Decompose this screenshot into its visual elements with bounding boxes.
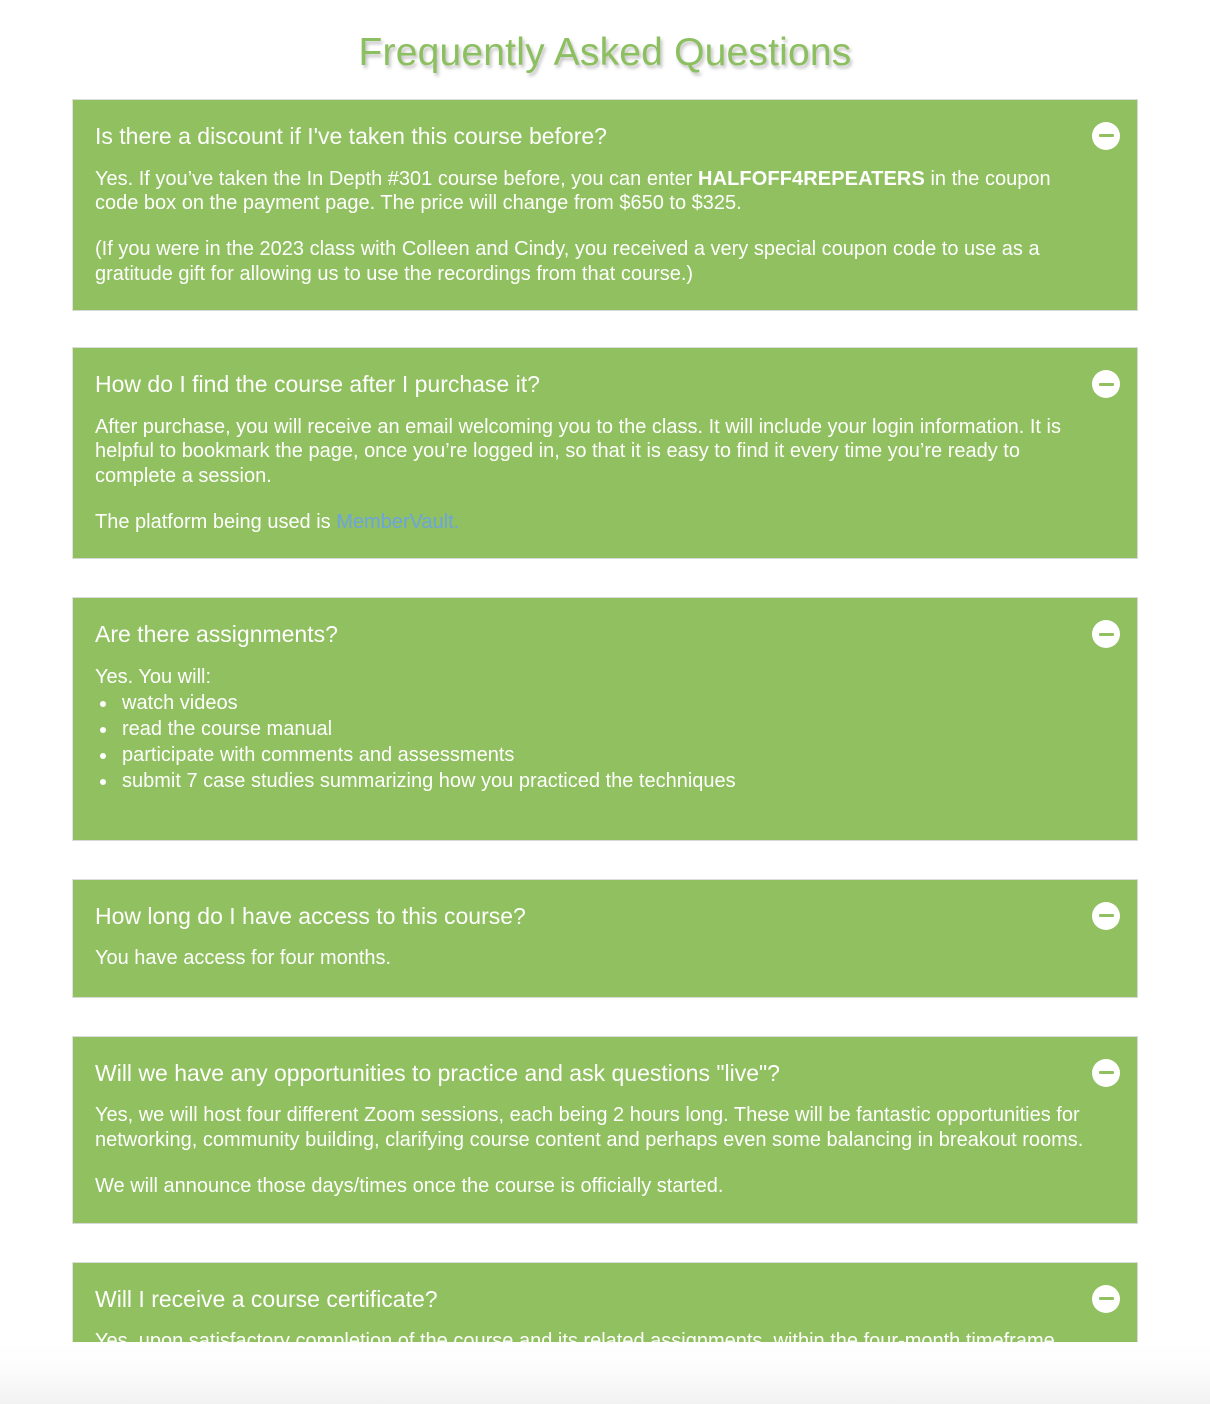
faq-question[interactable]: Is there a discount if I've taken this course before? <box>95 122 607 149</box>
faq-accordion <box>0 99 1210 1403</box>
minus-circle-icon[interactable] <box>1092 370 1120 398</box>
list-item: participate with comments and assessments <box>95 742 1097 768</box>
faq-answer-paragraph <box>95 946 1097 970</box>
minus-bar <box>1099 383 1114 386</box>
faq-question[interactable]: How do I find the course after I purchase it? <box>95 371 540 398</box>
faq-item[interactable] <box>72 879 1138 998</box>
faq-answer-paragraph <box>95 415 1097 488</box>
faq-answer-paragraph <box>95 237 1097 286</box>
list-item: watch videos <box>95 690 1097 716</box>
faq-question[interactable]: How long do I have access to this course? <box>95 902 526 929</box>
minus-bar <box>1099 1297 1114 1300</box>
membervault-link[interactable]: MemberVault. <box>336 511 460 534</box>
minus-circle-icon[interactable] <box>1092 122 1120 150</box>
minus-circle-icon[interactable] <box>1092 902 1120 930</box>
faq-item[interactable] <box>72 1036 1138 1224</box>
list-item: submit 7 case studies summarizing how you practiced the techniques <box>95 768 1097 794</box>
faq-answer <box>95 415 1097 535</box>
faq-answer <box>95 167 1097 287</box>
minus-circle-icon[interactable] <box>1092 620 1120 648</box>
faq-question[interactable]: Will I receive a course certificate? <box>95 1285 438 1312</box>
answer-text: After purchase, you will receive an email welcoming you to the class. It will include your login information. It is helpful to bookmark the page, once you’re logged in, so that it is easy to find it every time you’re ready to complete a session. <box>95 415 1061 487</box>
minus-bar <box>1099 1071 1114 1074</box>
page-title: Frequently Asked Questions <box>358 31 852 74</box>
answer-text: Yes. If you’ve taken the In Depth #301 course before, you can enter <box>95 167 698 190</box>
answer-text: The platform being used is <box>95 511 337 534</box>
answer-text: in the coupon code box on the payment page. The price will change from $650 to $325. <box>95 167 1051 214</box>
minus-bar <box>1099 134 1114 137</box>
faq-answer <box>95 946 1097 970</box>
faq-answer-list <box>95 690 1097 794</box>
list-item: read the course manual <box>95 716 1097 742</box>
faq-answer-paragraph <box>95 1103 1097 1152</box>
faq-answer-paragraph <box>95 665 1097 689</box>
faq-answer-paragraph <box>95 167 1097 216</box>
faq-item[interactable] <box>72 597 1138 840</box>
minus-bar <box>1099 633 1114 636</box>
faq-answer <box>95 665 1097 793</box>
minus-circle-icon[interactable] <box>1092 1059 1120 1087</box>
minus-bar <box>1099 914 1114 917</box>
answer-text: You have access for four months. <box>95 947 392 970</box>
answer-text: (If you were in the 2023 class with Colleen and Cindy, you received a very special coupon code to use as a gratitude gift for allowing us to use the recordings from that course.) <box>95 238 1040 285</box>
minus-circle-icon[interactable] <box>1092 1285 1120 1313</box>
faq-question[interactable]: Are there assignments? <box>95 621 338 648</box>
answer-text: Yes, we will host four different Zoom sessions, each being 2 hours long. These will be fantastic opportunities for networking, community building, clarifying course content and perhaps even some balancing in breakout rooms. <box>95 1104 1084 1151</box>
answer-text: We will announce those days/times once the course is officially started. <box>95 1175 724 1198</box>
answer-text: Yes. You will: <box>95 666 212 689</box>
coupon-code: HALFOFF4REPEATERS <box>698 167 925 190</box>
faq-answer <box>95 1103 1097 1198</box>
page-bottom-fade <box>0 1342 1210 1404</box>
faq-item[interactable] <box>72 347 1138 559</box>
faq-question[interactable]: Will we have any opportunities to practice and ask questions "live"? <box>95 1059 780 1086</box>
faq-item[interactable] <box>72 99 1138 311</box>
faq-answer-paragraph <box>95 1174 1097 1198</box>
faq-answer-paragraph <box>95 510 1097 534</box>
